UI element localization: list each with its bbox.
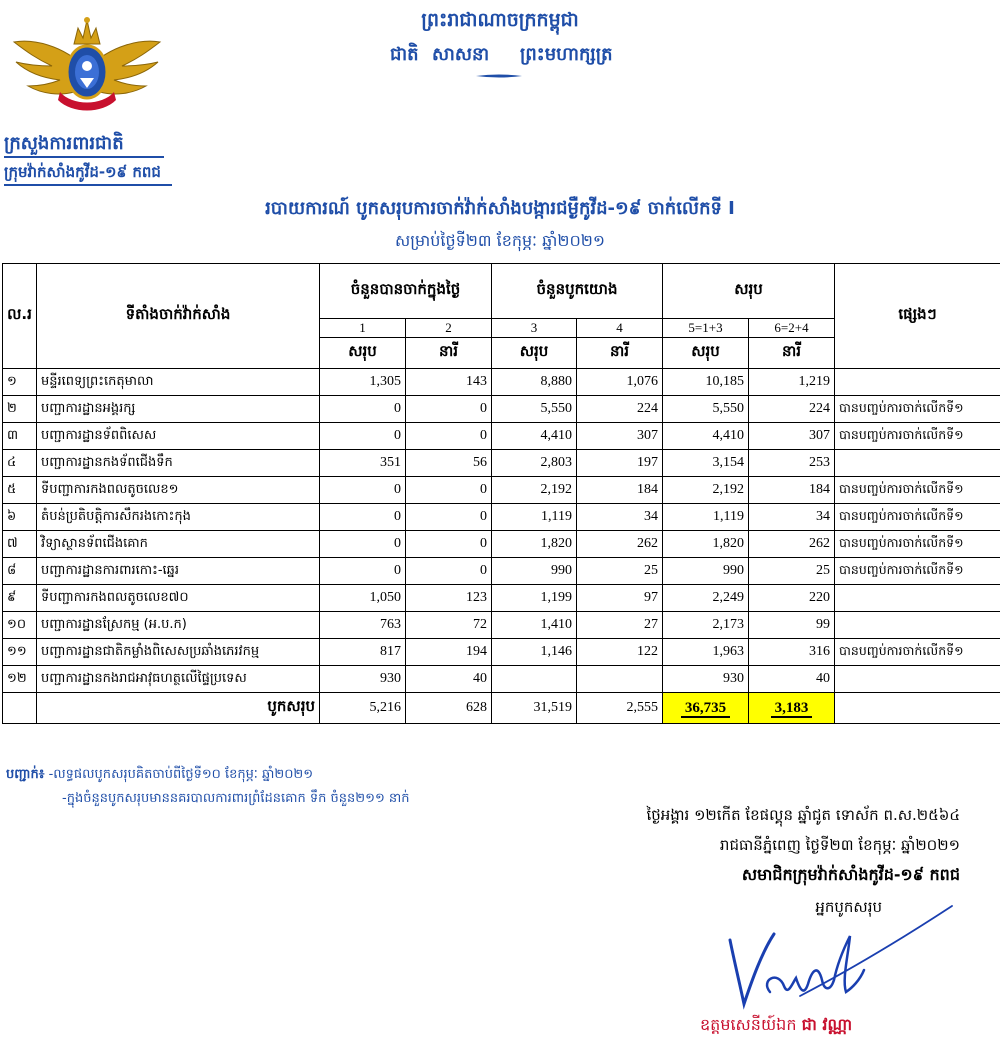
cell-c1: 351 [320,450,406,477]
cell-c2: 143 [406,369,492,396]
committee-underline [4,184,172,186]
cell-c4: 262 [577,531,663,558]
row-note: បានបញ្ចប់ការចាក់លើកទី១ [835,558,1000,585]
report-title: របាយការណ៍ បូកសរុបការចាក់វ៉ាក់សាំងបង្ការជម្ងឺកូវីដ-១៩ ចាក់លើកទី I [265,198,735,219]
cell-c4: 224 [577,396,663,423]
cell-c3: 1,820 [492,531,577,558]
cell-c1: 763 [320,612,406,639]
site-name: បញ្ជាការដ្ឋានស្រែកម្ម (អ.ប.ក) [37,612,320,639]
row-number: ១១ [3,639,37,666]
row-number: ២ [3,396,37,423]
cell-c1: 0 [320,531,406,558]
col-label-5: សរុប [663,338,749,369]
notes-line-2: -ក្នុងចំនួនបូកសរុបមាននគរបាលការពារព្រំដែនគោក ទឹក ចំនួន២១១ នាក់ [62,791,410,806]
total-c1: 5,216 [320,693,406,724]
cell-c2: 194 [406,639,492,666]
cell-c4: 25 [577,558,663,585]
cell-c2: 40 [406,666,492,693]
col-number-3: 3 [492,319,577,338]
cell-c5: 930 [663,666,749,693]
header-cumulative: ចំនួនបូកយោង [492,264,663,319]
table-row [3,531,1000,558]
cell-c4: 34 [577,504,663,531]
site-name: ទីបញ្ជាការកងពលតូចលេខ១ [37,477,320,504]
table-row [3,423,1000,450]
cell-c3: 1,410 [492,612,577,639]
divider-ornament-icon [476,74,522,78]
total-value-c6: 3,183 [771,700,813,718]
cell-c1: 817 [320,639,406,666]
cell-c3: 990 [492,558,577,585]
cell-c4: 307 [577,423,663,450]
ministry-name: ក្រសួងការពារជាតិ [4,133,124,154]
table-row [3,477,1000,504]
cell-c1: 0 [320,396,406,423]
site-name: បញ្ជាការដ្ឋានកងទ័ពជើងទឹក [37,450,320,477]
cell-c4: 122 [577,639,663,666]
ministry-underline [4,156,164,158]
cell-c2: 0 [406,477,492,504]
col-label-1: សរុប [320,338,406,369]
cell-c2: 123 [406,585,492,612]
cell-c6: 99 [749,612,835,639]
site-name: ទីបញ្ជាការកងពលតូចលេខ៧០ [37,585,320,612]
total-c2: 628 [406,693,492,724]
total-note-cell [835,693,1000,724]
col-label-4: នារី [577,338,663,369]
row-note: បានបញ្ចប់ការចាក់លើកទី១ [835,504,1000,531]
cell-c6: 220 [749,585,835,612]
place-date: រាជធានីភ្នំពេញ ថ្ងៃទី២៣ ខែកុម្ភៈ ឆ្នាំ២០២១ [719,836,960,854]
cell-c5: 2,249 [663,585,749,612]
col-number-1: 1 [320,319,406,338]
cell-c1: 0 [320,558,406,585]
site-name: វិទ្យាស្ថានទ័ពជើងគោក [37,531,320,558]
row-note: បានបញ្ចប់ការចាក់លើកទី១ [835,531,1000,558]
lunar-date: ថ្ងៃអង្គារ ១២កើត ខែផល្គុន ឆ្នាំជូត ទោស័ក ព.ស.២៥៦៤ [646,806,960,824]
cell-c5: 1,963 [663,639,749,666]
cell-c2: 56 [406,450,492,477]
cell-c3 [492,666,577,693]
cell-c3: 2,192 [492,477,577,504]
officer-signatory [700,1014,852,1038]
notes-label: បញ្ជាក់៖ [6,767,45,782]
cell-c5: 990 [663,558,749,585]
col-label-2: នារី [406,338,492,369]
cell-c4: 1,076 [577,369,663,396]
row-number: ៤ [3,450,37,477]
cell-c2: 0 [406,396,492,423]
cell-c5: 1,820 [663,531,749,558]
col-number-2: 2 [406,319,492,338]
table-row [3,612,1000,639]
committee-name: ក្រុមវ៉ាក់សាំងកូវីដ-១៩ កពជ [4,163,161,181]
cell-c5: 2,192 [663,477,749,504]
cell-c6: 224 [749,396,835,423]
cell-c3: 1,146 [492,639,577,666]
row-note [835,612,1000,639]
cell-c5: 1,119 [663,504,749,531]
row-number: ៥ [3,477,37,504]
site-name: មន្ទីរពេទ្យព្រះកេតុមាលា [37,369,320,396]
cell-c6: 34 [749,504,835,531]
header-no: ល.រ [3,264,37,369]
row-number: ១០ [3,612,37,639]
cell-c1: 1,050 [320,585,406,612]
notes [6,766,313,785]
cell-c5: 3,154 [663,450,749,477]
row-number: ៩ [3,585,37,612]
table-row [3,666,1000,693]
row-note [835,666,1000,693]
cell-c4: 97 [577,585,663,612]
table-row [3,396,1000,423]
header-other: ផ្សេងៗ [835,264,1000,369]
cell-c6: 316 [749,639,835,666]
row-note: បានបញ្ចប់ការចាក់លើកទី១ [835,396,1000,423]
row-note [835,450,1000,477]
cell-c2: 0 [406,423,492,450]
cell-c6: 40 [749,666,835,693]
cell-c6: 184 [749,477,835,504]
signature-icon [700,900,960,1020]
row-number: ១ [3,369,37,396]
cell-c3: 5,550 [492,396,577,423]
compiler-title: អ្នកបូកសរុប [815,898,882,916]
officer-rank: ឧត្តមសេនីយ៍ឯក [700,1015,797,1034]
table-row [3,585,1000,612]
total-c4: 2,555 [577,693,663,724]
cell-c4: 197 [577,450,663,477]
cell-c4: 184 [577,477,663,504]
cell-c6: 253 [749,450,835,477]
total-blank-cell [3,693,37,724]
cell-c6: 262 [749,531,835,558]
total-value-c5: 36,735 [681,700,730,718]
table-row [3,504,1000,531]
notes-line-1: -លទ្ធផលបូកសរុបគិតចាប់ពីថ្ងៃទី១០ ខែកុម្ភៈ ឆ្នាំ២០២១ [48,767,314,782]
motto-nation: ជាតិ [390,44,419,65]
kingdom-heading: ព្រះរាជាណាចក្រកម្ពុជា [421,9,579,31]
header-total: សរុប [663,264,835,319]
report-subtitle: សម្រាប់ថ្ងៃទី២៣ ខែកុម្ភៈ ឆ្នាំ២០២១ [394,231,606,250]
cell-c1: 0 [320,477,406,504]
cell-c3: 1,199 [492,585,577,612]
cell-c4 [577,666,663,693]
total-c6 [749,693,835,724]
cell-c2: 0 [406,558,492,585]
cell-c1: 0 [320,423,406,450]
row-number: ១២ [3,666,37,693]
cell-c2: 72 [406,612,492,639]
cell-c6: 25 [749,558,835,585]
table-row [3,369,1000,396]
vaccination-table [2,263,1000,724]
header-site: ទីតាំងចាក់វ៉ាក់សាំង [37,264,320,369]
row-number: ៧ [3,531,37,558]
cell-c5: 5,550 [663,396,749,423]
cell-c3: 1,119 [492,504,577,531]
member-title: សមាជិកក្រុមវ៉ាក់សាំងកូវីដ-១៩ កពជ [741,865,960,884]
cell-c5: 4,410 [663,423,749,450]
table-row [3,450,1000,477]
site-name: បញ្ជាការដ្ឋានទ័ពពិសេស [37,423,320,450]
cell-c1: 930 [320,666,406,693]
site-name: បញ្ជាការដ្ឋានការពារកោះ-ឆ្នេរ [37,558,320,585]
total-c5 [663,693,749,724]
cell-c2: 0 [406,531,492,558]
col-number-6: 6=2+4 [749,319,835,338]
motto-religion: សាសនា [432,44,490,65]
col-number-4: 4 [577,319,663,338]
cell-c3: 2,803 [492,450,577,477]
site-name: បញ្ជាការដ្ឋានអង្គរក្ស [37,396,320,423]
cell-c5: 2,173 [663,612,749,639]
site-name: បញ្ជាការដ្ឋានជាតិកម្លាំងពិសេសប្រឆាំងភេរវកម្ម [37,639,320,666]
cell-c6: 1,219 [749,369,835,396]
row-note [835,369,1000,396]
col-number-5: 5=1+3 [663,319,749,338]
col-label-6: នារី [749,338,835,369]
row-number: ៣ [3,423,37,450]
cell-c3: 4,410 [492,423,577,450]
cell-c1: 1,305 [320,369,406,396]
cell-c1: 0 [320,504,406,531]
row-note: បានបញ្ចប់ការចាក់លើកទី១ [835,477,1000,504]
total-label: បូកសរុប [37,693,320,724]
cell-c5: 10,185 [663,369,749,396]
cell-c3: 8,880 [492,369,577,396]
cell-c2: 0 [406,504,492,531]
row-note: បានបញ្ចប់ការចាក់លើកទី១ [835,639,1000,666]
header-today: ចំនួនបានចាក់ក្នុងថ្ងៃ [320,264,492,319]
cell-c6: 307 [749,423,835,450]
row-note [835,585,1000,612]
site-name: តំបន់ប្រតិបត្តិការសឹករងកោះកុង [37,504,320,531]
col-label-3: សរុប [492,338,577,369]
total-c3: 31,519 [492,693,577,724]
total-row [3,693,1000,724]
row-number: ៦ [3,504,37,531]
row-number: ៨ [3,558,37,585]
cell-c4: 27 [577,612,663,639]
row-note: បានបញ្ចប់ការចាក់លើកទី១ [835,423,1000,450]
site-name: បញ្ជាការដ្ឋានកងរាជអាវុធហត្ថលើផ្ទៃប្រទេស [37,666,320,693]
table-row [3,639,1000,666]
motto-king: ព្រះមហាក្សត្រ [520,44,613,65]
table-row [3,558,1000,585]
officer-name: ជា វណ្ណា [801,1015,853,1034]
